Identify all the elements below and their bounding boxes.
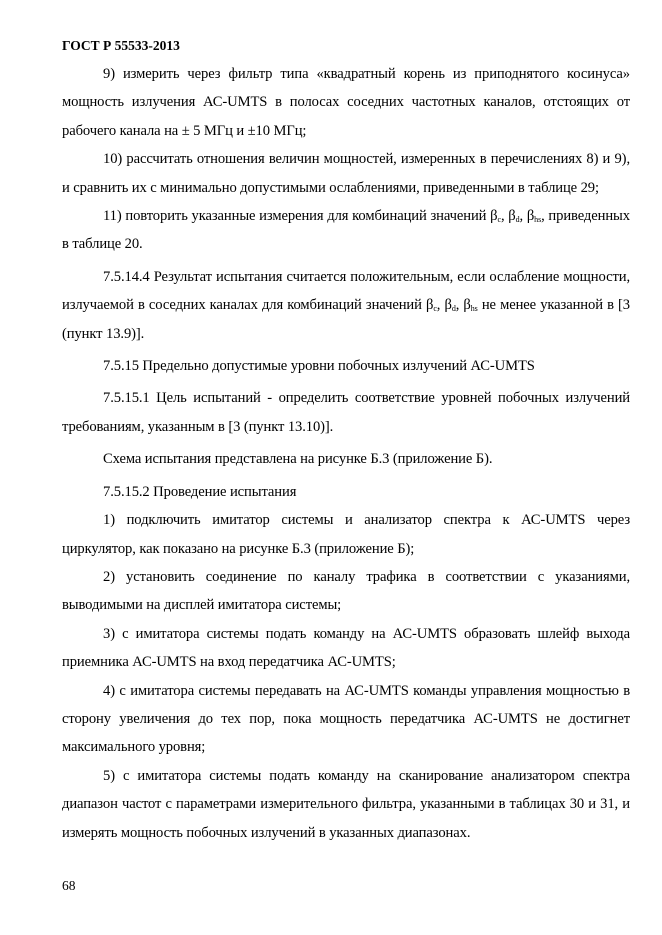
section-7-5-15-1: 7.5.15.1 Цель испытаний - определить соответствие уровней побочных излучений требованиям, указанным в [3 (пункт 13.10)].: [62, 390, 630, 435]
beta-c-subscript: c: [497, 215, 501, 225]
step-3: 3) с имитатора системы подать команду на АС-UMTS образовать шлейф выхода приемника АС-UMTS на вход передатчика АС-UMTS;: [62, 625, 630, 671]
section-7-5-15-heading: 7.5.15 Предельно допустимые уровни побочных излучений АС-UMTS: [103, 358, 535, 375]
step-5: 5) с имитатора системы подать команду на сканирование анализатором спектра диапазон частот с параметрами измерительного фильтра, указанными в таблицах 30 и 31, и измерять мощность побочных излучений в указанных диапазонах.: [62, 767, 630, 841]
section-7-5-14-4: 7.5.14.4 Результат испытания считается положительным, если ослабление мощности, излучаемой в соседних каналах для комбинаций значений $\beta_c$, $\beta_d$, $\beta_{hs}$ не менее указанной в [3 (пункт 13.9)].: [62, 268, 630, 342]
step-11-text-end: приведенных в таблице 20.: [62, 208, 630, 253]
step-10: 10) рассчитать отношения величин мощностей, измеренных в перечислениях 8) и 9), и сравнить их с минимально допустимыми ослаблениями, приведенными в таблице 29;: [62, 151, 630, 196]
document-header: ГОСТ Р 55533-2013: [62, 38, 180, 53]
scheme-reference: Схема испытания представлена на рисунке Б.3 (приложение Б).: [103, 451, 493, 468]
page-body: [62, 60, 630, 847]
step-1: 1) подключить имитатор системы и анализатор спектра к АС-UMTS через циркулятор, как показано на рисунке Б.3 (приложение Б);: [62, 512, 630, 557]
step-11: 11) повторить указанные измерения для комбинаций значений $\beta_c$, $\beta_d$, $\beta_{hs}$, приведенных в таблице 20.: [62, 208, 630, 253]
step-9: 9) измерить через фильтр типа «квадратный корень из приподнятого косинуса» мощность излучения АС-UMTS в полосах соседних частотных каналов, отстоящих от рабочего канала на ± 5 МГц и ±10 МГц;: [62, 66, 630, 139]
step-11-text: 11) повторить указанные измерения для комбинаций значений β: [103, 208, 498, 225]
beta-d-subscript: d: [515, 215, 520, 225]
beta-hs-subscript: hs: [534, 215, 542, 225]
step-4: 4) с имитатора системы передавать на АС-UMTS команды управления мощностью в сторону увеличения до тех пор, пока мощность передатчика АС-UMTS не достигнет максимального уровня;: [62, 682, 630, 756]
step-2: 2) установить соединение по каналу трафика в соответствии с указаниями, выводимыми на дисплей имитатора системы;: [62, 568, 630, 614]
page-number: 68: [62, 878, 76, 893]
section-7-5-15-2-heading: 7.5.15.2 Проведение испытания: [103, 483, 297, 500]
